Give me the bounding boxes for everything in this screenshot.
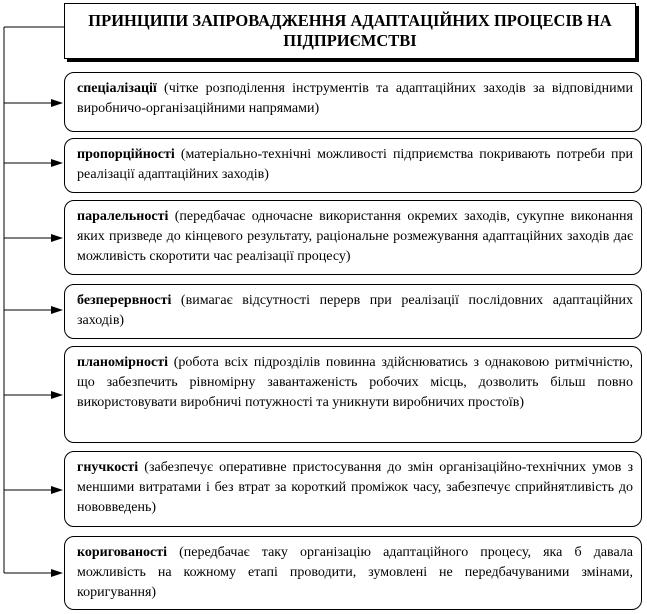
arrow-head bbox=[51, 99, 63, 107]
principle-term: гнучкості bbox=[77, 460, 139, 475]
principle-description: (матеріально-технічні можливості підприємства покривають потреби при реалізації адаптаційних заходів) bbox=[77, 147, 633, 182]
principle-term: паралельності bbox=[77, 209, 169, 224]
principle-description: (передбачає одночасне використання окремих заходів, сукупне виконання яких призведе до кінцевого результату, раціональне розмежування адаптаційних заходів дає можливість скоротити час реалізації процесу) bbox=[77, 209, 633, 264]
arrow-group bbox=[4, 99, 63, 577]
principle-term: планомірності bbox=[77, 355, 168, 370]
arrow-head bbox=[51, 486, 63, 494]
principle-term: безперервності bbox=[77, 293, 172, 308]
principle-description: (чітке розподілення інструментів та адаптаційних заходів за відповідними виробничо-організаційними напрямами) bbox=[77, 81, 633, 116]
principle-box-specialization bbox=[64, 72, 642, 132]
principle-description: (забезпечує оперативне пристосування до змін організаційно-технічних умов з меншими витратами і без втрат за короткий проміжок часу, забезпечує сприйнятливість до нововведень) bbox=[77, 460, 633, 515]
arrow-head bbox=[51, 391, 63, 399]
principle-box-planning bbox=[64, 346, 642, 443]
principle-box-flexibility bbox=[64, 451, 642, 527]
arrow-head bbox=[51, 306, 63, 314]
arrow-head bbox=[51, 569, 63, 577]
principle-box-proportionality bbox=[64, 138, 642, 193]
principle-box-parallelism bbox=[64, 200, 642, 275]
principle-term: спеціалізації bbox=[77, 81, 157, 96]
principle-box-adjustability bbox=[64, 536, 642, 610]
principle-box-continuity bbox=[64, 284, 642, 339]
principle-description: (вимагає відсутності перерв при реалізації послідовних адаптаційних заходів) bbox=[77, 293, 633, 328]
principle-term: коригованості bbox=[77, 545, 168, 560]
arrow-head bbox=[51, 159, 63, 167]
arrow-head bbox=[51, 234, 63, 242]
diagram-title-box bbox=[64, 3, 636, 59]
principle-term: пропорційності bbox=[77, 147, 175, 162]
principle-description: (передбачає таку організацію адаптаційного процесу, яка б давала можливість на кожному етапі проводити, зумовлені не передбачуваними змінами, коригування) bbox=[77, 545, 633, 600]
principle-description: (робота всіх підрозділів повинна здійснюватись з однаковою ритмічністю, що забезпечить рівномірну завантаженість робочих місць, дозволить більш повно використовувати виробничі потужності та уникнути виробничих простоїв) bbox=[77, 355, 633, 410]
diagram-title: ПРИНЦИПИ ЗАПРОВАДЖЕННЯ АДАПТАЦІЙНИХ ПРОЦЕСІВ НА ПІДПРИЄМСТВІ bbox=[88, 11, 612, 50]
